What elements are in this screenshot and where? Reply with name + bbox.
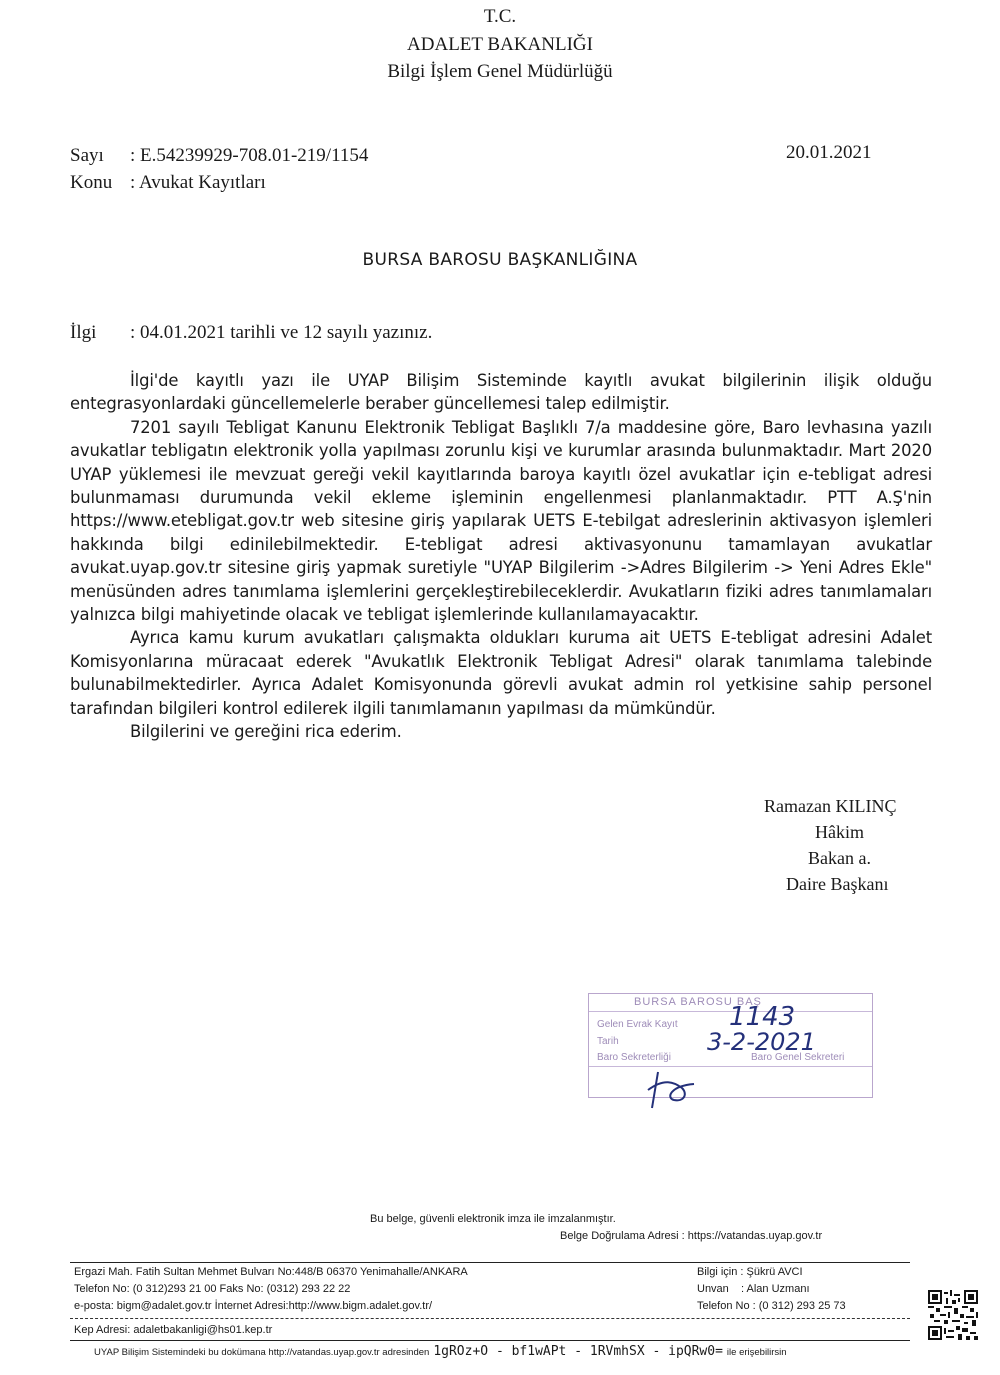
header-tc: T.C. bbox=[483, 6, 517, 27]
handwritten-date: 3-2-2021 bbox=[707, 1028, 816, 1056]
paragraph: İlgi'de kayıtlı yazı ile UYAP Bilişim Sisteminde kayıtlı avukat bilgilerinin ilişik olduğu entegrasyonlardaki güncellemelerle beraber güncellemesi talep edilmiştir. bbox=[70, 371, 932, 414]
footer-bottom-divider bbox=[70, 1340, 910, 1341]
sayi-row bbox=[70, 145, 368, 167]
signer-on-behalf: Bakan a. bbox=[808, 848, 871, 868]
contact-title: Unvan : Alan Uzmanı bbox=[697, 1283, 810, 1295]
verification-address: Belge Doğrulama Adresi : https://vatandas.uyap.gov.tr bbox=[560, 1230, 823, 1242]
paragraph: Ayrıca kamu kurum avukatları çalışmakta oldukları kuruma ait UETS E-tebligat adresini Adalet Komisyonlarına müracaat ederek "Avukatlık Elektronik Tebligat Adresi" olarak tanımlama talebinde bulunabilmektedirler. Ayrıca Adalet Komisyonunda görevli avukat admin rol yetkisine sahip personel tarafından bilgileri kontrol edilerek ilgili tanımlamanın yapılması da mümkündür. bbox=[70, 628, 932, 718]
uyap-prefix: UYAP Bilişim Sistemindeki bu dokümana http://vatandas.uyap.gov.tr adresinden bbox=[94, 1347, 430, 1358]
signer-name: Ramazan KILINÇ bbox=[764, 796, 897, 816]
paragraph: 7201 sayılı Tebligat Kanunu Elektronik Tebligat Başlıklı 7/a maddesine göre, Baro levhasına yazılı avukatlar tebligatın elektronik yolla yapılması zorunlu kişi ve kurumlar arasında bulunmaktadır. Mart 2020 UYAP yüklemesi ile mevzuat gereği vekil kayıtlarında baroya kayıtlı özel avukatlar için e-tebligat adresi bulunmaması durumunda vekil ekleme işleminin engellenmesi planlanmaktadır. PTT A.Ş'nin https://www.etebligat.gov.tr web sitesine giriş yapılarak UETS E-tebilgat adreslerinin aktivasyon işlemleri hakkında bilgi edinilebilmektedir. E-tebligat adresi aktivasyonunu tamamlayan avukatlar avukat.uyap.gov.tr sitesine giriş yapmak suretiyle "UYAP Bilgilerim ->Adres Bilgilerim -> Yeni Adres Ekle" menüsünden adres tanımlama işlemlerini gerçekleştirebileceklerdir. Avukatların fiziki adres tanımlamaları yalnızca bilgi mahiyetinde olacak ve tebligat işlemlerinde kullanılamayacaktır. bbox=[70, 417, 932, 625]
sayi-value: : E.54239929-708.01-219/1154 bbox=[130, 145, 369, 166]
qr-code bbox=[928, 1290, 978, 1340]
header-ministry: ADALET BAKANLIĞI bbox=[407, 34, 593, 55]
stamp-title: BURSA BAROSU BAŞ bbox=[634, 996, 762, 1008]
recipient: BURSA BAROSU BAŞKANLIĞINA bbox=[362, 250, 638, 270]
konu-row bbox=[70, 172, 266, 194]
handwritten-number: 1143 bbox=[729, 1002, 796, 1032]
paragraph: Bilgilerini ve gereğini rica ederim. bbox=[130, 722, 402, 742]
stamp-row-secretary: Baro Genel Sekreteri bbox=[751, 1052, 845, 1063]
signer-position: Daire Başkanı bbox=[786, 874, 889, 894]
uyap-code: 1gROz+O - bf1wAPt - 1RVmhSX - ipQRw0= bbox=[433, 1344, 723, 1359]
header-directorate: Bilgi İşlem Genel Müdürlüğü bbox=[387, 61, 613, 82]
kep-address: Kep Adresi: adaletbakanligi@hs01.kep.tr bbox=[74, 1324, 273, 1336]
contact-phone: Telefon No : (0 312) 293 25 73 bbox=[697, 1300, 846, 1312]
initials-signature bbox=[644, 1068, 704, 1110]
stamp-row-secretariat: Baro Sekreterliği bbox=[597, 1052, 671, 1063]
ilgi-value: : 04.01.2021 tarihli ve 12 sayılı yazınız. bbox=[130, 322, 433, 343]
konu-value: : Avukat Kayıtları bbox=[130, 172, 266, 193]
esign-note: Bu belge, güvenli elektronik imza ile imzalanmıştır. bbox=[370, 1213, 616, 1225]
ilgi-row bbox=[70, 322, 432, 344]
footer-phone: Telefon No: (0 312)293 21 00 Faks No: (0312) 293 22 22 bbox=[74, 1283, 351, 1295]
footer-dashed-divider bbox=[70, 1318, 910, 1319]
incoming-stamp bbox=[588, 993, 873, 1098]
footer-address: Ergazi Mah. Fatih Sultan Mehmet Bulvarı No:448/B 06370 Yenimahalle/ANKARA bbox=[74, 1266, 468, 1278]
stamp-row-date: Tarih bbox=[597, 1036, 619, 1047]
ilgi-label: İlgi bbox=[70, 322, 97, 343]
footer-divider bbox=[70, 1262, 910, 1263]
document-date: 20.01.2021 bbox=[786, 142, 872, 163]
letter-body bbox=[70, 369, 932, 744]
konu-label: Konu bbox=[70, 172, 113, 193]
footer-email: e-posta: bigm@adalet.gov.tr İnternet Adresi:http://www.bigm.adalet.gov.tr/ bbox=[74, 1300, 433, 1312]
signer-title: Hâkim bbox=[815, 822, 864, 842]
uyap-access-line bbox=[94, 1342, 787, 1361]
contact-person: Bilgi için : Şükrü AVCI bbox=[697, 1266, 803, 1278]
stamp-row-register: Gelen Evrak Kayıt bbox=[597, 1019, 678, 1030]
sayi-label: Sayı bbox=[70, 145, 104, 166]
uyap-suffix: ile erişebilirsin bbox=[726, 1347, 787, 1358]
